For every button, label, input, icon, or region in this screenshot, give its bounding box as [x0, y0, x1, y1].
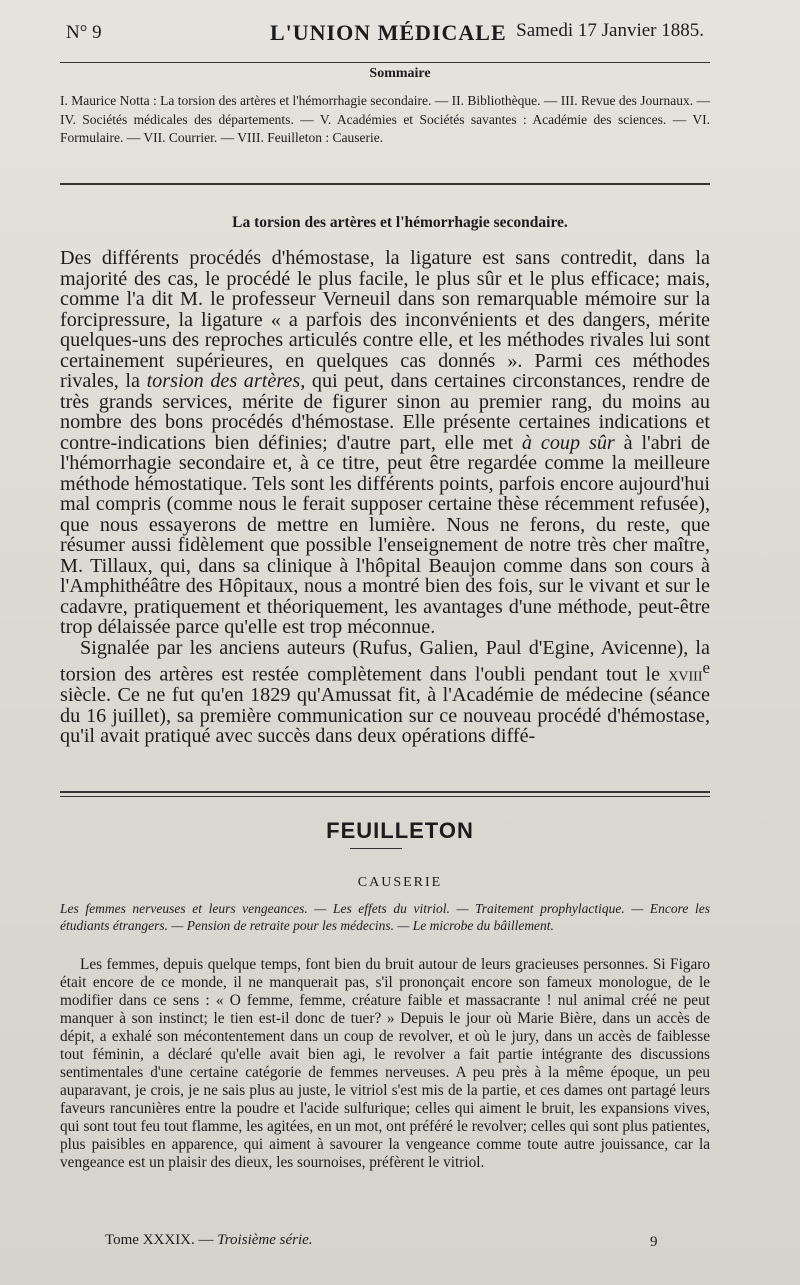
issue-number: N° 9: [66, 22, 102, 43]
sommaire-rule: [60, 183, 710, 185]
feuilleton-title: FEUILLETON: [326, 818, 474, 843]
feuilleton-paragraph: Les femmes, depuis quelque temps, font bien du bruit autour de leurs gracieuses personnes. Si Figaro était encore de ce monde, il ne manquerait pas, s'il prononçait encore son fameux monologue, de le modifier dans ce sens : « O femme, femme, créature faible et massacrante ! nul animal créé ne peut manquer à son instinct; le tien est-il donc de tuer? » Depuis le jour où Marie Bière, dans un accès de dépit, a exhalé son mécontentement dans un coup de revolver, et où le jury, dans un accès de faiblesse tout féminin, a déclaré qu'elle avait bien agi, le revolver a fait partie intégrante des discussions sentimentales d'une certaine catégorie de femmes nerveuses. A peu près à la même époque, un peu auparavant, je crois, je ne sais plus au juste, le vitriol s'est mis de la partie, et ces dames ont partagé leurs faveurs rancunières entre la poudre et l'acide sulfurique; celles qui aiment le bruit, les expansions vives, qui sont tout feu tout flamme, les agitées, en un mot, ont préféré le revolver; celles qui sont plus patientes, plus paisibles en apparence, qui aiment à savourer la vengeance comme toute autre jouissance, car la vengeance est un plaisir des dieux, les sournoises, préfèrent le vitriol.: [60, 956, 710, 1171]
emphasis: à coup sûr: [521, 431, 615, 454]
footer-tome: Tome XXXIX. — Troisième série.: [105, 1232, 313, 1248]
page-number: 9: [650, 1234, 658, 1250]
feuilleton-body: [60, 956, 710, 1172]
emphasis: torsion des artères: [146, 370, 301, 392]
century-superscript: e: [702, 658, 710, 677]
sommaire-title: Sommaire: [369, 66, 431, 81]
feuilleton-divider: [350, 848, 402, 849]
article-paragraph: Des différents procédés d'hémostase, la ligature est sans contredit, dans la majorité des cas, le procédé le plus facile, le plus sûr et le plus efficace; mais, comme l'a dit M. le professeur Verneuil dans son remarquable mémoire sur la forcipressure, la ligature « a parfois des inconvénients et des dangers, mérite quelques-uns des reproches articulés contre elle, et les méthodes rivales lui sont certainement supérieures, en quelques cas donnés ». Parmi ces méthodes rivales, la torsion des artères, qui peut, dans certaines circonstances, rendre de très grands services, mérite de figurer sinon au premier rang, du moins au nombre des bons procédés d'hémostase. Elle présente certaines indications et contre-indications bien définies; d'autre part, elle met à coup sûr à l'abri de l'hémorrhagie secondaire et, à ce titre, peut être regardée comme la meilleure méthode hémostatique. Tels sont les différents points, parfois encore aujourd'hui mal compris (comme nous le ferait supposer certaine thèse récemment refusée), que nous essayerons de mettre en lumière. Nous ne ferons, du reste, que résumer aussi fidèlement que possible l'enseignement de notre très cher maître, M. Tillaux, qui, dans sa clinique à l'hôpital Beaujon comme dans son cours à l'Amphithéâtre des Hôpitaux, nous a montré bien des fois, sur le vivant et sur le cadavre, pratiquement et théoriquement, les avantages d'une méthode, peut-être trop délaissée parce qu'elle est trop méconnue.: [60, 247, 710, 638]
causerie-title: CAUSERIE: [357, 875, 443, 890]
article-title: La torsion des artères et l'hémorrhagie secondaire.: [232, 214, 568, 231]
feuilleton-summary: Les femmes nerveuses et leurs vengeances. — Les effets du vitriol. — Traitement prophylactique. — Encore les étudiants étrangers. — Pension de retraite pour les médecins. — Le microbe du bâillement.: [60, 901, 710, 933]
sommaire-text: I. Maurice Notta : La torsion des artères et l'hémorrhagie secondaire. — II. Bibliothèque. — III. Revue des Journaux. — IV. Sociétés médicales des départements. — V. Académies et Sociétés savantes : Académie des sciences. — VI. Formulaire. — VII. Courrier. — VIII. Feuilleton : Causerie.: [60, 93, 710, 145]
century-numeral: xviii: [668, 663, 703, 686]
feuilleton-rule-thin: [60, 796, 710, 797]
page-header: [60, 16, 710, 50]
journal-title: L'UNION MÉDICALE: [270, 20, 507, 45]
article-paragraph: Signalée par les anciens auteurs (Rufus, Galien, Paul d'Egine, Avicenne), la torsion des artères est restée complètement dans l'oubli pendant tout le xviii$^e$ siècle. Ce ne fut qu'en 1829 qu'Amussat fit, à l'Académie de médecine (séance du 16 juillet), sa première communication sur ce nouveau procédé d'hémostase, qu'il avait pratiqué avec succès dans deux opérations diffé-: [60, 636, 710, 748]
header-rule: [60, 62, 710, 63]
feuilleton-rule: [60, 791, 710, 793]
article-body: [60, 248, 710, 747]
issue-date: Samedi 17 Janvier 1885.: [516, 20, 704, 41]
